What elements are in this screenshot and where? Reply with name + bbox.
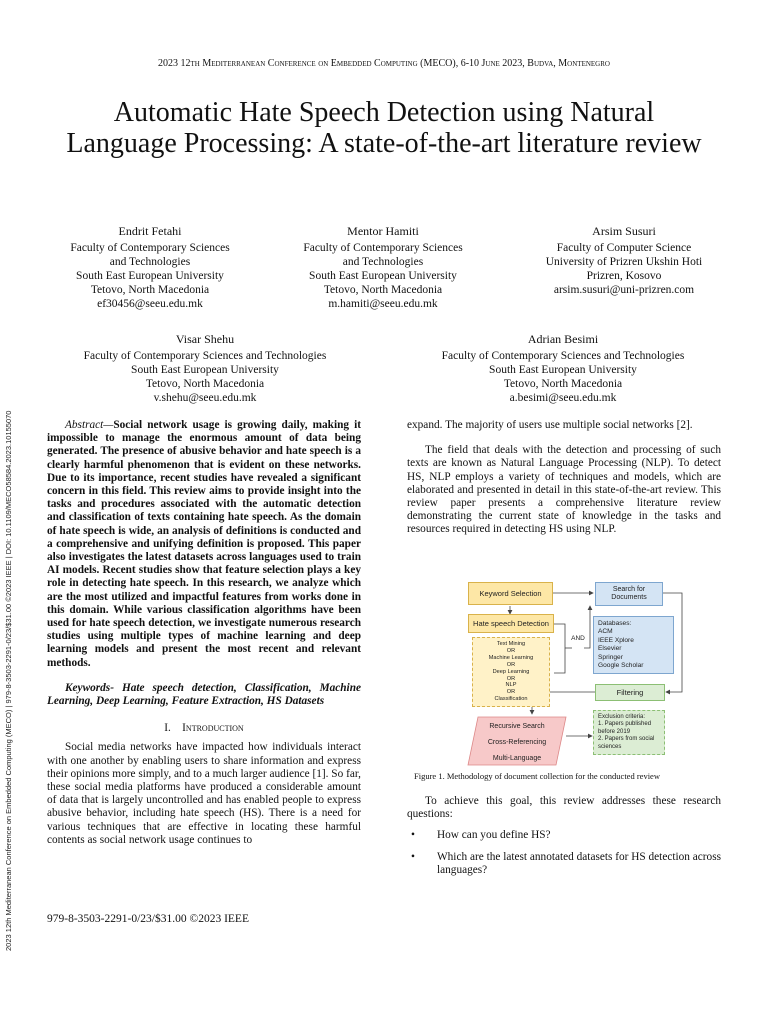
method-item: Deep Learning xyxy=(492,668,530,675)
exclusion-item: 2. Papers from social sciences xyxy=(598,736,655,750)
question-text: Which are the latest annotated datasets for HS detection across languages? xyxy=(437,850,721,876)
recursive-item: Recursive Search xyxy=(489,723,545,730)
method-item: Machine Learning xyxy=(488,654,534,661)
method-item: Text Mining xyxy=(496,641,526,647)
author-block-1 xyxy=(50,224,250,311)
author-block-3 xyxy=(514,224,734,297)
method-or: OR xyxy=(506,689,516,696)
author-name: Arsim Susuri xyxy=(592,224,656,238)
methods-box xyxy=(472,637,550,707)
question-text: How can you define HS? xyxy=(437,829,551,842)
hate-speech-detection-box: Hate speech Detection xyxy=(468,614,554,633)
author-block-5 xyxy=(408,332,718,405)
abstract-text: Social network usage is growing daily, making it impossible to manage the enormous amount of data being generated. The presence of abusive behavior and hate speech is a clearly harmful phenomenon that is evident on these networks. Due to its importance, recent studies have revealed a significant concern in this field. This review aims to provide insight into the tasks and procedures associated with the automatic detection and classification of texts containing hate speech. As the domain of hate speech is wide, an analysis of definitions is conducted and a comprehensive and unifying definition is proposed. This paper also investigates the latest datasets across languages used to train AI models. Recent studies show that feature selection plays a key role in detecting hate speech. In this research, we analyze which are the most utilized and impactful features from works done in this domain. While various classification algorithms have been used for hate speech detection, we investigate numerous research studies using multiple types of machine learning and deep learning models and present the most recent and relevant methods. xyxy=(47,419,361,669)
author-affiliation: Tetovo, North Macedonia xyxy=(90,284,210,296)
database-item: Google Scholar xyxy=(598,662,644,670)
author-affiliation: South East European University xyxy=(76,270,224,282)
research-questions xyxy=(407,829,721,877)
abstract-label: Abstract— xyxy=(65,419,114,431)
author-affiliation: Faculty of Contemporary Sciences and Technologies xyxy=(441,350,685,362)
exclusion-title: Exclusion criteria: xyxy=(598,714,646,720)
author-name: Endrit Fetahi xyxy=(118,224,182,238)
question-item xyxy=(407,851,721,877)
author-affiliation: and Technologies xyxy=(109,256,191,268)
author-affiliation: University of Prizren Ukshin Hoti xyxy=(545,256,703,268)
database-item: ACM xyxy=(598,628,613,636)
section-number: I. xyxy=(164,722,171,735)
database-item: IEEE Xplore xyxy=(598,636,634,644)
author-email: a.besimi@seeu.edu.mk xyxy=(509,392,617,404)
keyword-selection-box: Keyword Selection xyxy=(468,582,553,605)
recursive-item: Cross-Referencing xyxy=(487,739,547,746)
bullet-icon: • xyxy=(411,850,415,863)
question-item xyxy=(407,829,721,842)
exclusion-criteria-box xyxy=(593,710,665,755)
author-name: Visar Shehu xyxy=(175,332,235,346)
database-item: Elsevier xyxy=(598,645,622,653)
method-or: OR xyxy=(506,675,516,682)
author-name: Adrian Besimi xyxy=(527,332,599,346)
method-item: Classification xyxy=(494,696,528,703)
method-item: NLP xyxy=(505,682,517,689)
author-block-4 xyxy=(50,332,360,405)
author-affiliation: Tetovo, North Macedonia xyxy=(503,378,623,390)
search-documents-box: Search for Documents xyxy=(595,582,663,606)
author-affiliation: Faculty of Contemporary Sciences xyxy=(303,242,463,254)
database-item: Springer xyxy=(598,653,623,661)
author-block-2 xyxy=(283,224,483,311)
filtering-box: Filtering xyxy=(595,684,665,701)
databases-title: Databases: xyxy=(598,620,632,627)
recursive-item: Multi-Language xyxy=(492,755,542,762)
author-affiliation: Tetovo, North Macedonia xyxy=(145,378,265,390)
author-affiliation: Faculty of Contemporary Sciences and Technologies xyxy=(83,350,327,362)
author-email: arsim.susuri@uni-prizren.com xyxy=(553,284,695,296)
nlp-paragraph: The field that deals with the detection and processing of such texts are known as Natural Language Processing (NLP). To detect HS, NLP employs a variety of techniques and models, which are elaborated and presented in detail in this state-of-the-art review. This review paper presents a comprehensive literature review demonstrating the current state of knowledge in the tasks and resources required in detecting HS using NLP. xyxy=(407,444,721,536)
author-affiliation: Prizren, Kosovo xyxy=(586,270,662,282)
author-name: Mentor Hamiti xyxy=(347,224,419,238)
section-title: Introduction xyxy=(182,722,244,735)
conference-header: 2023 12th Mediterranean Conference on Embedded Computing (MECO), 6-10 June 2023, Budva, Montenegro xyxy=(158,58,610,69)
author-affiliation: Faculty of Contemporary Sciences xyxy=(70,242,230,254)
goal-paragraph: To achieve this goal, this review addresses these research questions: xyxy=(407,795,721,821)
and-bracket xyxy=(554,624,565,673)
bullet-icon: • xyxy=(411,829,415,842)
author-affiliation: Faculty of Computer Science xyxy=(556,242,692,254)
and-label: AND xyxy=(571,635,585,642)
author-affiliation: South East European University xyxy=(489,364,637,376)
author-email: v.shehu@seeu.edu.mk xyxy=(153,392,257,404)
paper-title: Automatic Hate Speech Detection using Natural Language Processing: A state-of-the-art literature review xyxy=(66,97,702,159)
figure-caption: Figure 1. Methodology of document collection for the conducted review xyxy=(414,771,660,781)
method-or: OR xyxy=(506,661,516,668)
author-affiliation: Tetovo, North Macedonia xyxy=(323,284,443,296)
method-or: OR xyxy=(506,647,516,654)
intro-continuation: expand. The majority of users use multiple social networks [2]. xyxy=(407,419,693,431)
left-column xyxy=(47,419,361,847)
recursive-search-box xyxy=(472,719,562,767)
intro-paragraph: Social media networks have impacted how individuals interact with one another by enabling users to share information and express their opinions more simply, and to a much larger audience [1]. So far, these social media platforms have produced a considerable amount of data that is largely uncontrolled and has enabled people to express abusive behavior, including hate speech (HS). There is a need for various techniques that are effective in locating these harmful contents as social network usage continues to xyxy=(47,741,361,846)
exclusion-item: 1. Papers published before 2019 xyxy=(598,721,652,735)
keywords: Keywords- Hate speech detection, Classification, Machine Learning, Deep Learning, Feature Extraction, HS Datasets xyxy=(47,681,361,708)
author-affiliation: South East European University xyxy=(309,270,457,282)
databases-box xyxy=(593,616,674,674)
abstract xyxy=(47,419,361,670)
author-affiliation: South East European University xyxy=(131,364,279,376)
right-column-bottom xyxy=(407,795,721,877)
author-affiliation: and Technologies xyxy=(342,256,424,268)
author-email: m.hamiti@seeu.edu.mk xyxy=(328,298,438,310)
copyright-footer: 979-8-3503-2291-0/23/$31.00 ©2023 IEEE xyxy=(47,913,249,925)
doi-sidebar: 2023 12th Mediterranean Conference on Embedded Computing (MECO) | 979-8-3503-2291-0/23/$31.00 ©2023 IEEE | DOI: 10.1109/MECO58584.2023.10155070 xyxy=(4,410,13,951)
author-email: ef30456@seeu.edu.mk xyxy=(97,298,203,310)
right-column-top xyxy=(407,419,721,537)
section-heading xyxy=(47,722,361,735)
methodology-diagram xyxy=(462,576,698,766)
